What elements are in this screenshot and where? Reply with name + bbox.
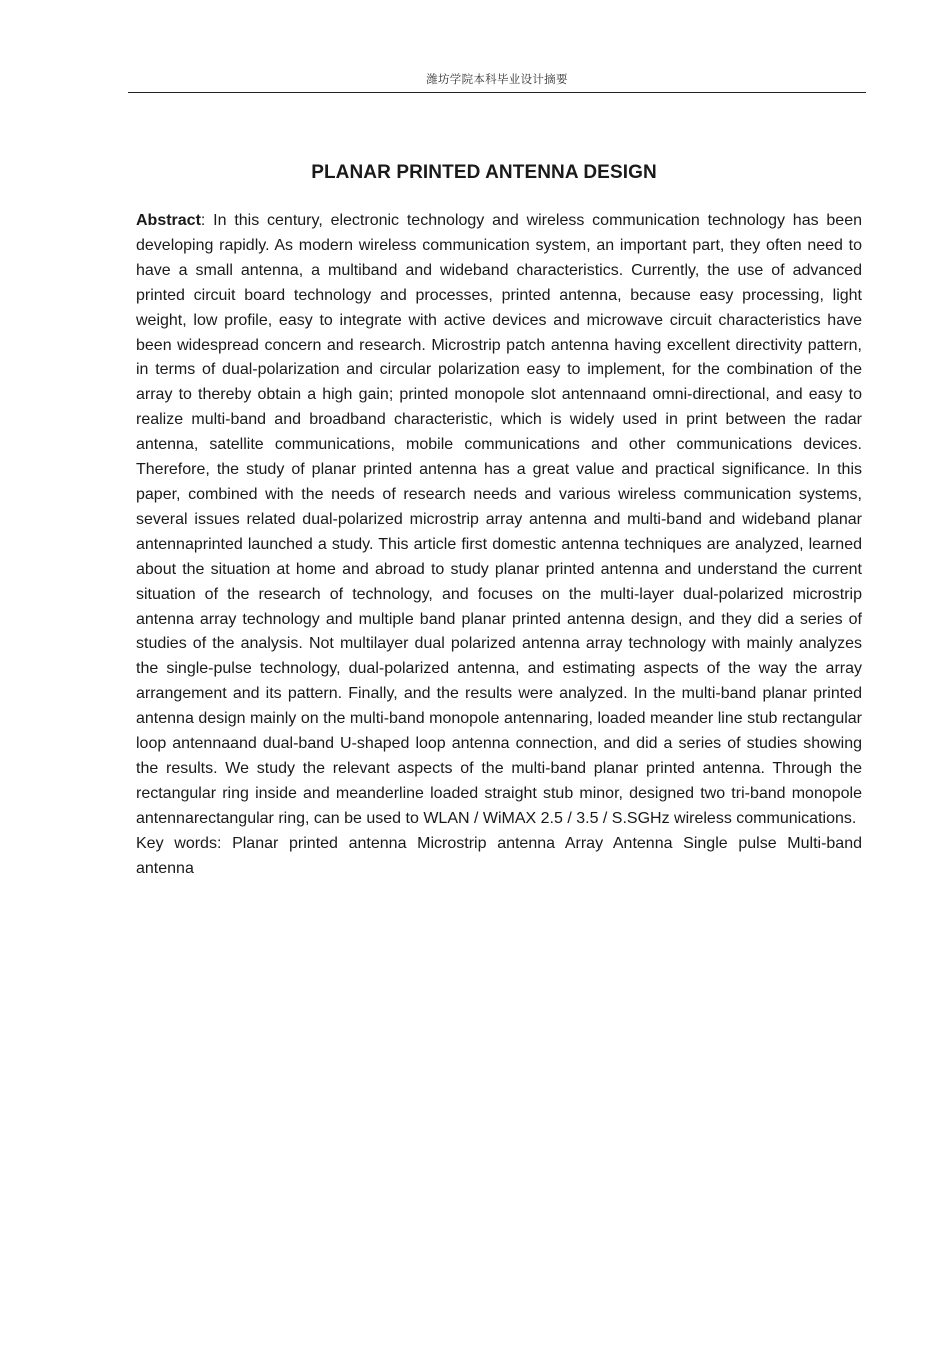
abstract-text: : In this century, electronic technology and wireless communication technology has been developing rapidly. As modern wireless communication system, an important part, they often need to have a small antenna, a multiband and wideband characteristics. Currently, the use of advanced printed circuit board technology and processes, printed antenna, because easy processing, light weight, low profile, easy to integrate with active devices and microwave circuit characteristics have been widespread concern and research. Microstrip patch antenna having excellent directivity pattern, in terms of dual-polarization and circular polarization easy to implement, for the combination of the array to thereby obtain a high gain; printed monopole slot antennaand omni-directional, and easy to realize multi-band and broadband characteristic, which is widely used in print between the radar antenna, satellite communications, mobile communications and other communications devices. Therefore, the study of planar printed antenna has a great value and practical significance. In this paper, combined with the needs of research needs and various wireless communication systems, several issues related dual-polarized microstrip array antenna and multi-band and wideband planar antennaprinted launched a study. This article first domestic antenna techniques are analyzed, learned about the situation at home and abroad to study planar printed antenna and understand the current situation of the research of technology, and focuses on the multi-layer dual-polarized microstrip antenna array technology and multiple band planar printed antenna design, and they did a series of studies of the analysis. Not multilayer dual polarized antenna array technology with mainly analyzes the single-pulse technology, dual-polarized antenna, and estimating aspects of the way the array arrangement and its pattern. Finally, and the results were analyzed. In the multi-band planar printed antenna design mainly on the multi-band monopole antennaring, loaded meander line stub rectangular loop antennaand dual-band U-shaped loop antenna connection, and did a series of studies showing the results. We study the relevant aspects of the multi-band planar printed antenna. Through the rectangular ring inside and meanderline loaded straight stub minor, designed two tri-band monopole antennarectangular ring, can be used to WLAN / WiMAX 2.5 / 3.5 / S.SGHz wireless communications.	[136, 212, 862, 827]
abstract-paragraph	[136, 209, 862, 832]
abstract-section	[136, 209, 862, 881]
keywords: Key words: Planar printed antenna Microstrip antenna Array Antenna Single pulse Multi-band antenna	[136, 834, 862, 877]
header-text: 潍坊学院本科毕业设计摘要	[426, 72, 568, 86]
document-title: PLANAR PRINTED ANTENNA DESIGN	[311, 162, 657, 183]
page-header	[128, 70, 866, 93]
abstract-label: Abstract	[136, 212, 201, 229]
